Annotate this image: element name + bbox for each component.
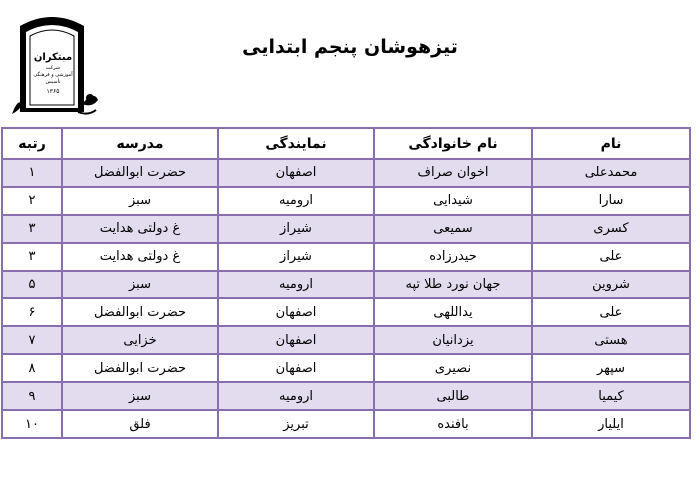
cell-representative: اصفهان (218, 159, 374, 187)
cell-family: حیدرزاده (374, 243, 532, 271)
cell-rank: ۸ (2, 354, 62, 382)
cell-representative: اصفهان (218, 354, 374, 382)
cell-representative: ارومیه (218, 187, 374, 215)
cell-name: سارا (532, 187, 690, 215)
cell-representative: اصفهان (218, 326, 374, 354)
cell-school: خزایی (62, 326, 218, 354)
cell-school: سبز (62, 187, 218, 215)
table-row (2, 215, 690, 243)
cell-representative: تبریز (218, 410, 374, 438)
header-representative: نمایندگی (218, 128, 374, 159)
cell-school: حضرت ابوالفضل (62, 159, 218, 187)
cell-rank: ۳ (2, 243, 62, 271)
cell-name: کسری (532, 215, 690, 243)
cell-representative: ارومیه (218, 382, 374, 410)
table-row (2, 354, 690, 382)
cell-rank: ۵ (2, 271, 62, 299)
logo-subtitle-line: آموزشی و فرهنگی (33, 72, 73, 78)
table-row (2, 271, 690, 299)
header-family: نام خانوادگی (374, 128, 532, 159)
table-row (2, 410, 690, 438)
cell-family: یداللهی (374, 298, 532, 326)
header-name: نام (532, 128, 690, 159)
cell-family: بافنده (374, 410, 532, 438)
cell-rank: ۱ (2, 159, 62, 187)
cell-school: غ دولتی هدایت (62, 243, 218, 271)
page-title: تیزهوشان پنجم ابتدایی (242, 36, 458, 58)
cell-family: سمیعی (374, 215, 532, 243)
cell-family: جهان نورد طلا تپه (374, 271, 532, 299)
cell-name: سپهر (532, 354, 690, 382)
cell-name: محمدعلی (532, 159, 690, 187)
cell-school: سبز (62, 271, 218, 299)
table-row (2, 326, 690, 354)
logo-subtitle-line: تأسیس (45, 79, 61, 85)
logo (8, 12, 100, 118)
cell-family: شیدایی (374, 187, 532, 215)
cell-name: شروین (532, 271, 690, 299)
logo-year: ۱۳۶۵ (46, 88, 60, 95)
table-row (2, 159, 690, 187)
table-row (2, 187, 690, 215)
cell-school: حضرت ابوالفضل (62, 354, 218, 382)
cell-rank: ۱۰ (2, 410, 62, 438)
cell-school: حضرت ابوالفضل (62, 298, 218, 326)
cell-name: هستی (532, 326, 690, 354)
cell-name: علی (532, 243, 690, 271)
header-rank: رتبه (2, 128, 62, 159)
cell-representative: اصفهان (218, 298, 374, 326)
cell-family: نصیری (374, 354, 532, 382)
cell-rank: ۶ (2, 298, 62, 326)
table-row (2, 298, 690, 326)
cell-family: اخوان صراف (374, 159, 532, 187)
cell-name: علی (532, 298, 690, 326)
logo-subtitle-line: شرکت (45, 65, 61, 71)
logo-name: مبتکران (33, 52, 73, 63)
cell-family: طالبی (374, 382, 532, 410)
cell-rank: ۳ (2, 215, 62, 243)
results-table (1, 127, 691, 439)
cell-representative: ارومیه (218, 271, 374, 299)
cell-school: غ دولتی هدایت (62, 215, 218, 243)
cell-name: ایلیار (532, 410, 690, 438)
cell-school: سبز (62, 382, 218, 410)
table-row (2, 243, 690, 271)
cell-rank: ۹ (2, 382, 62, 410)
table-row (2, 382, 690, 410)
cell-school: فلق (62, 410, 218, 438)
table-header-row (2, 128, 690, 159)
cell-representative: شیراز (218, 243, 374, 271)
header-school: مدرسه (62, 128, 218, 159)
cell-representative: شیراز (218, 215, 374, 243)
cell-rank: ۲ (2, 187, 62, 215)
cell-rank: ۷ (2, 326, 62, 354)
cell-family: یزدانیان (374, 326, 532, 354)
cell-name: کیمیا (532, 382, 690, 410)
